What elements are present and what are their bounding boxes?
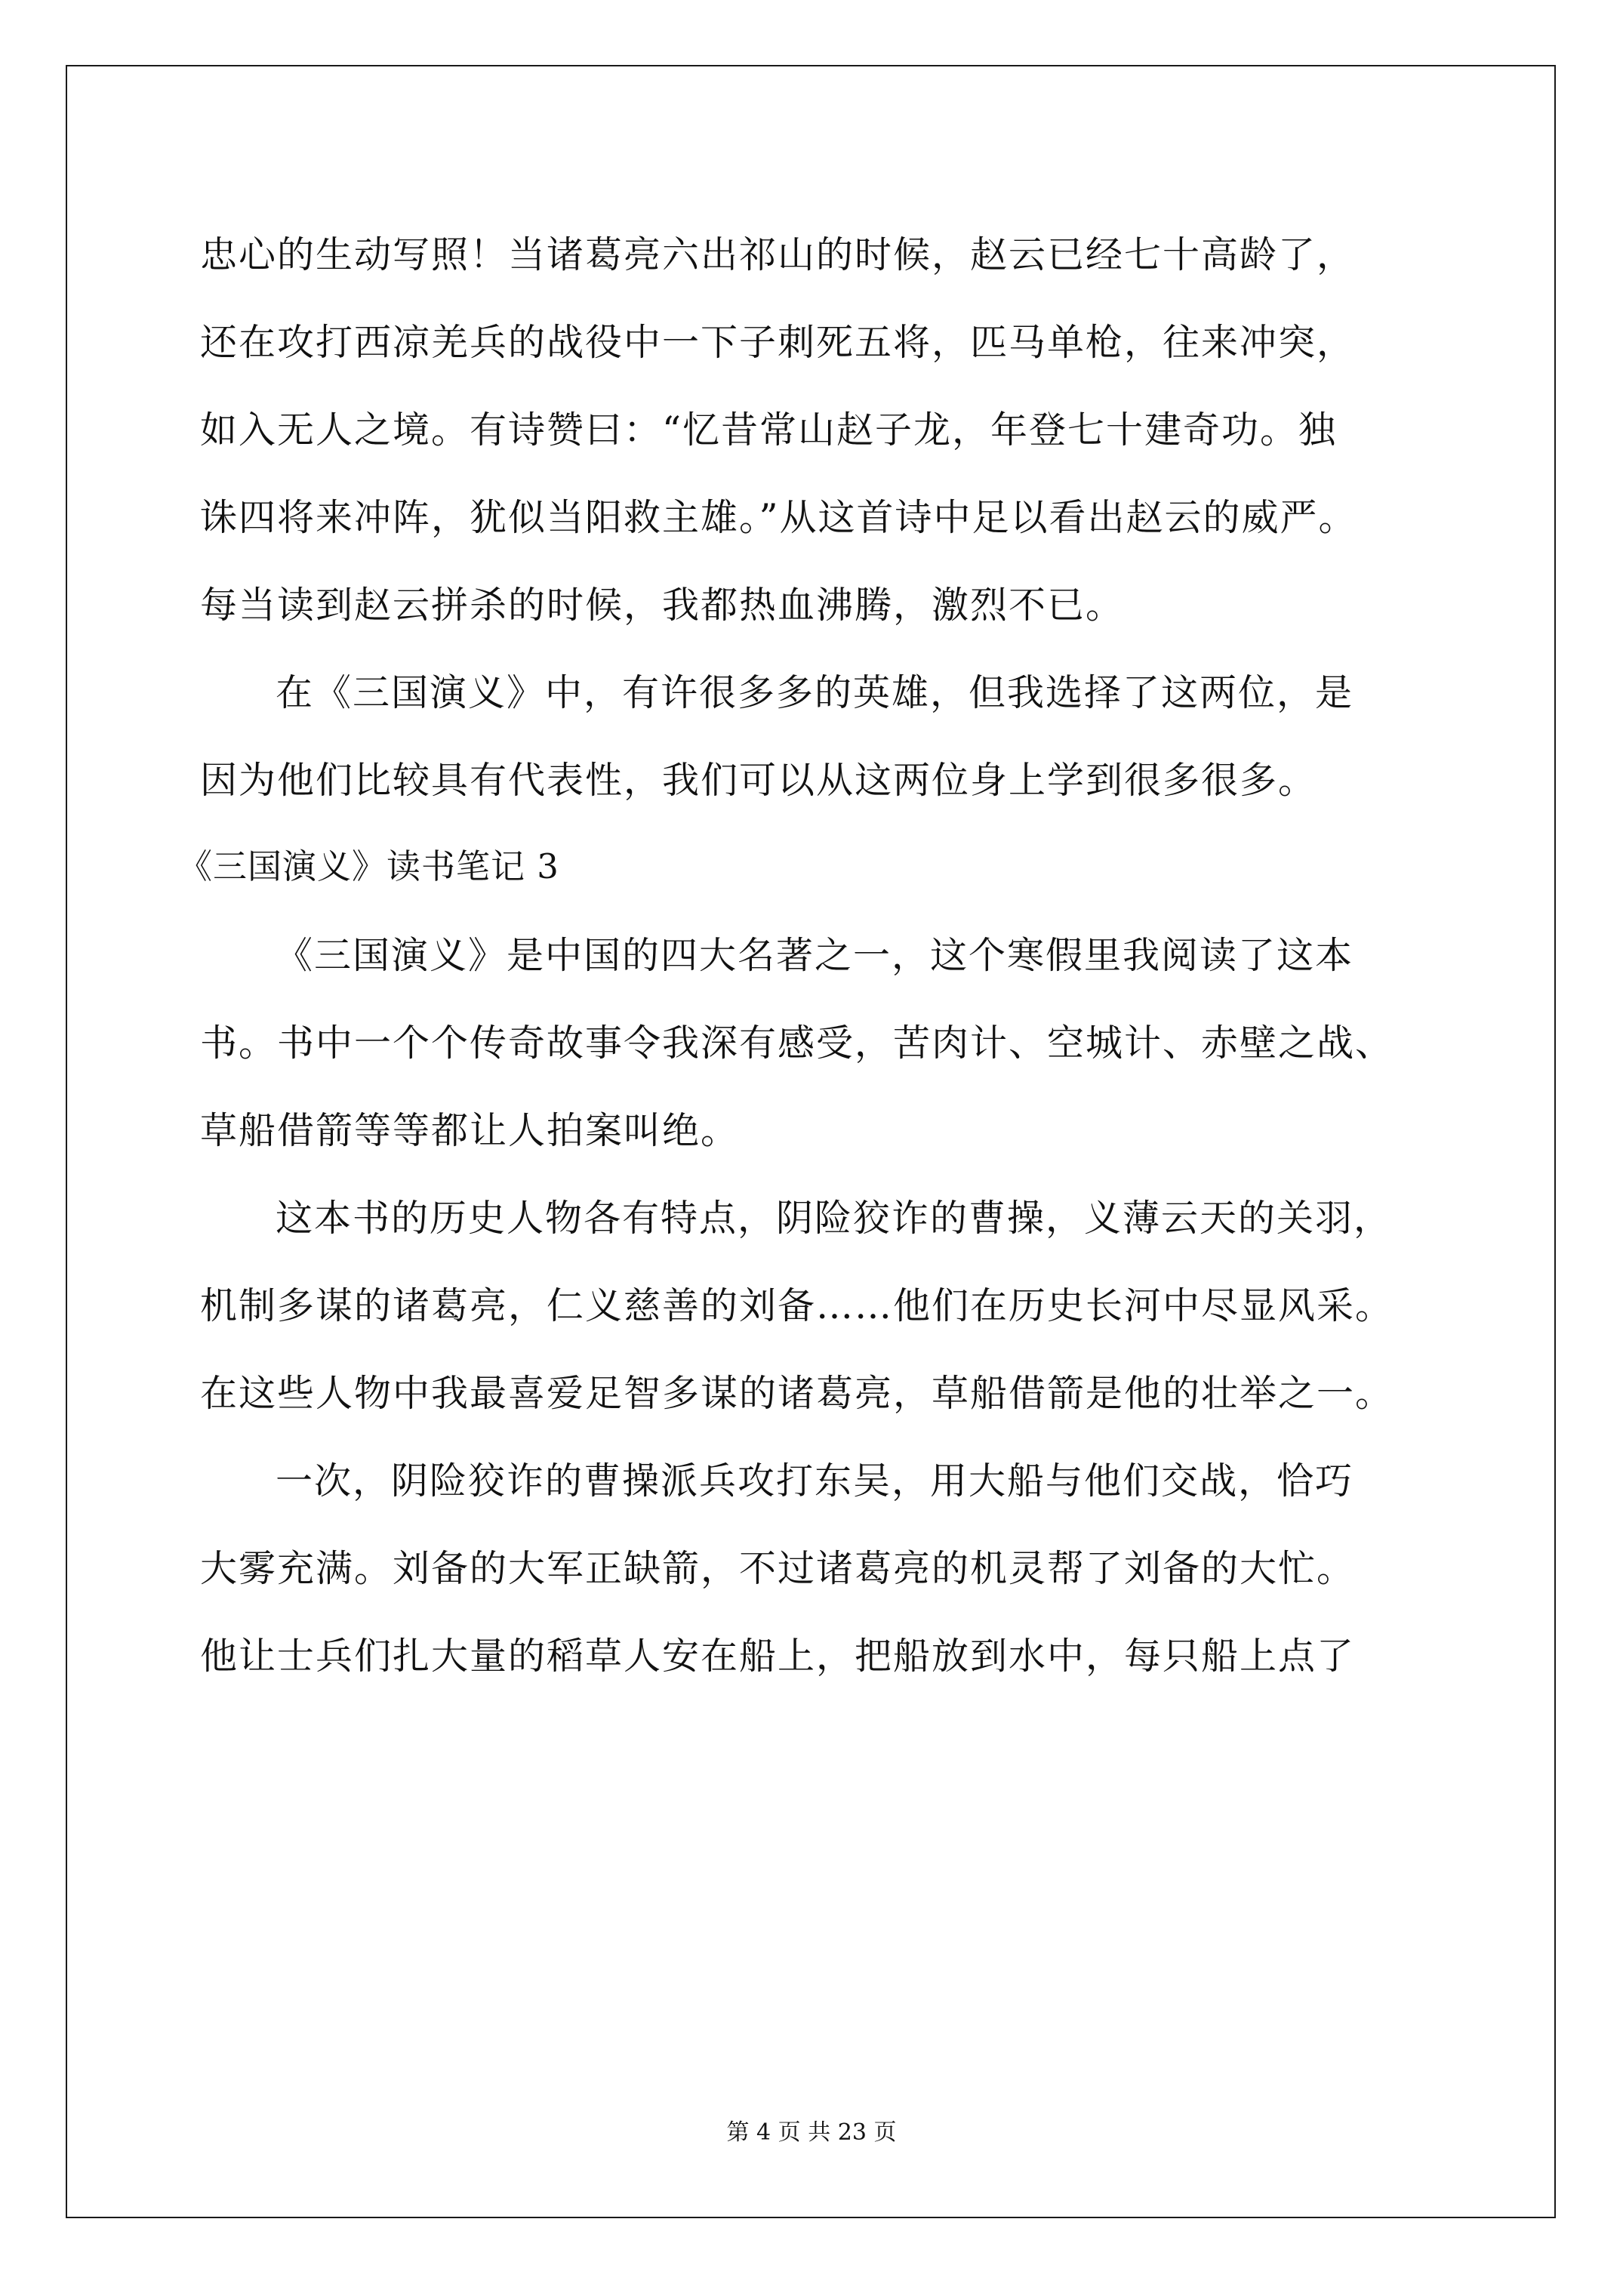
body-line-11: 这本书的历史人物各有特点，阴险狡诈的曹操，义薄云天的关羽， — [276, 1197, 1393, 1240]
body-line-1: 忠心的生动写照！当诸葛亮六出祁山的时候，赵云已经七十高龄了， — [200, 233, 1356, 276]
section-heading: 《三国演义》读书笔记 3 — [178, 846, 559, 886]
body-line-13: 在这些人物中我最喜爱足智多谋的诸葛亮，草船借箭是他的壮举之一。 — [200, 1372, 1394, 1415]
body-line-10: 草船借箭等等都让人拍案叫绝。 — [200, 1109, 740, 1152]
page-number-footer: 第 4 页 共 23 页 — [726, 2119, 897, 2146]
body-line-5: 每当读到赵云拼杀的时候，我都热血沸腾，激烈不已。 — [200, 584, 1125, 627]
body-line-6: 在《三国演义》中，有许很多多的英雄，但我选择了这两位，是 — [276, 671, 1354, 714]
body-line-3: 如入无人之境。有诗赞曰：“忆昔常山赵子龙，年登七十建奇功。独 — [200, 408, 1338, 451]
body-line-9: 书。书中一个个传奇故事令我深有感受，苦肉计、空城计、赤壁之战、 — [200, 1022, 1394, 1065]
body-line-14: 一次，阴险狡诈的曹操派兵攻打东吴，用大船与他们交战，恰巧 — [276, 1459, 1354, 1502]
body-line-4: 诛四将来冲阵，犹似当阳救主雄。”从这首诗中足以看出赵云的威严。 — [200, 496, 1357, 539]
body-line-2: 还在攻打西凉羌兵的战役中一下子刺死五将，匹马单枪，往来冲突， — [200, 321, 1356, 364]
body-line-12: 机制多谋的诸葛亮，仁义慈善的刘备……他们在历史长河中尽显风采。 — [200, 1284, 1394, 1327]
body-line-7: 因为他们比较具有代表性，我们可以从这两位身上学到很多很多。 — [200, 759, 1317, 802]
body-line-15: 大雾充满。刘备的大军正缺箭，不过诸葛亮的机灵帮了刘备的大忙。 — [200, 1547, 1356, 1590]
body-line-16: 他让士兵们扎大量的稻草人安在船上，把船放到水中，每只船上点了 — [200, 1635, 1356, 1678]
body-line-8: 《三国演义》是中国的四大名著之一，这个寒假里我阅读了这本 — [276, 934, 1354, 977]
